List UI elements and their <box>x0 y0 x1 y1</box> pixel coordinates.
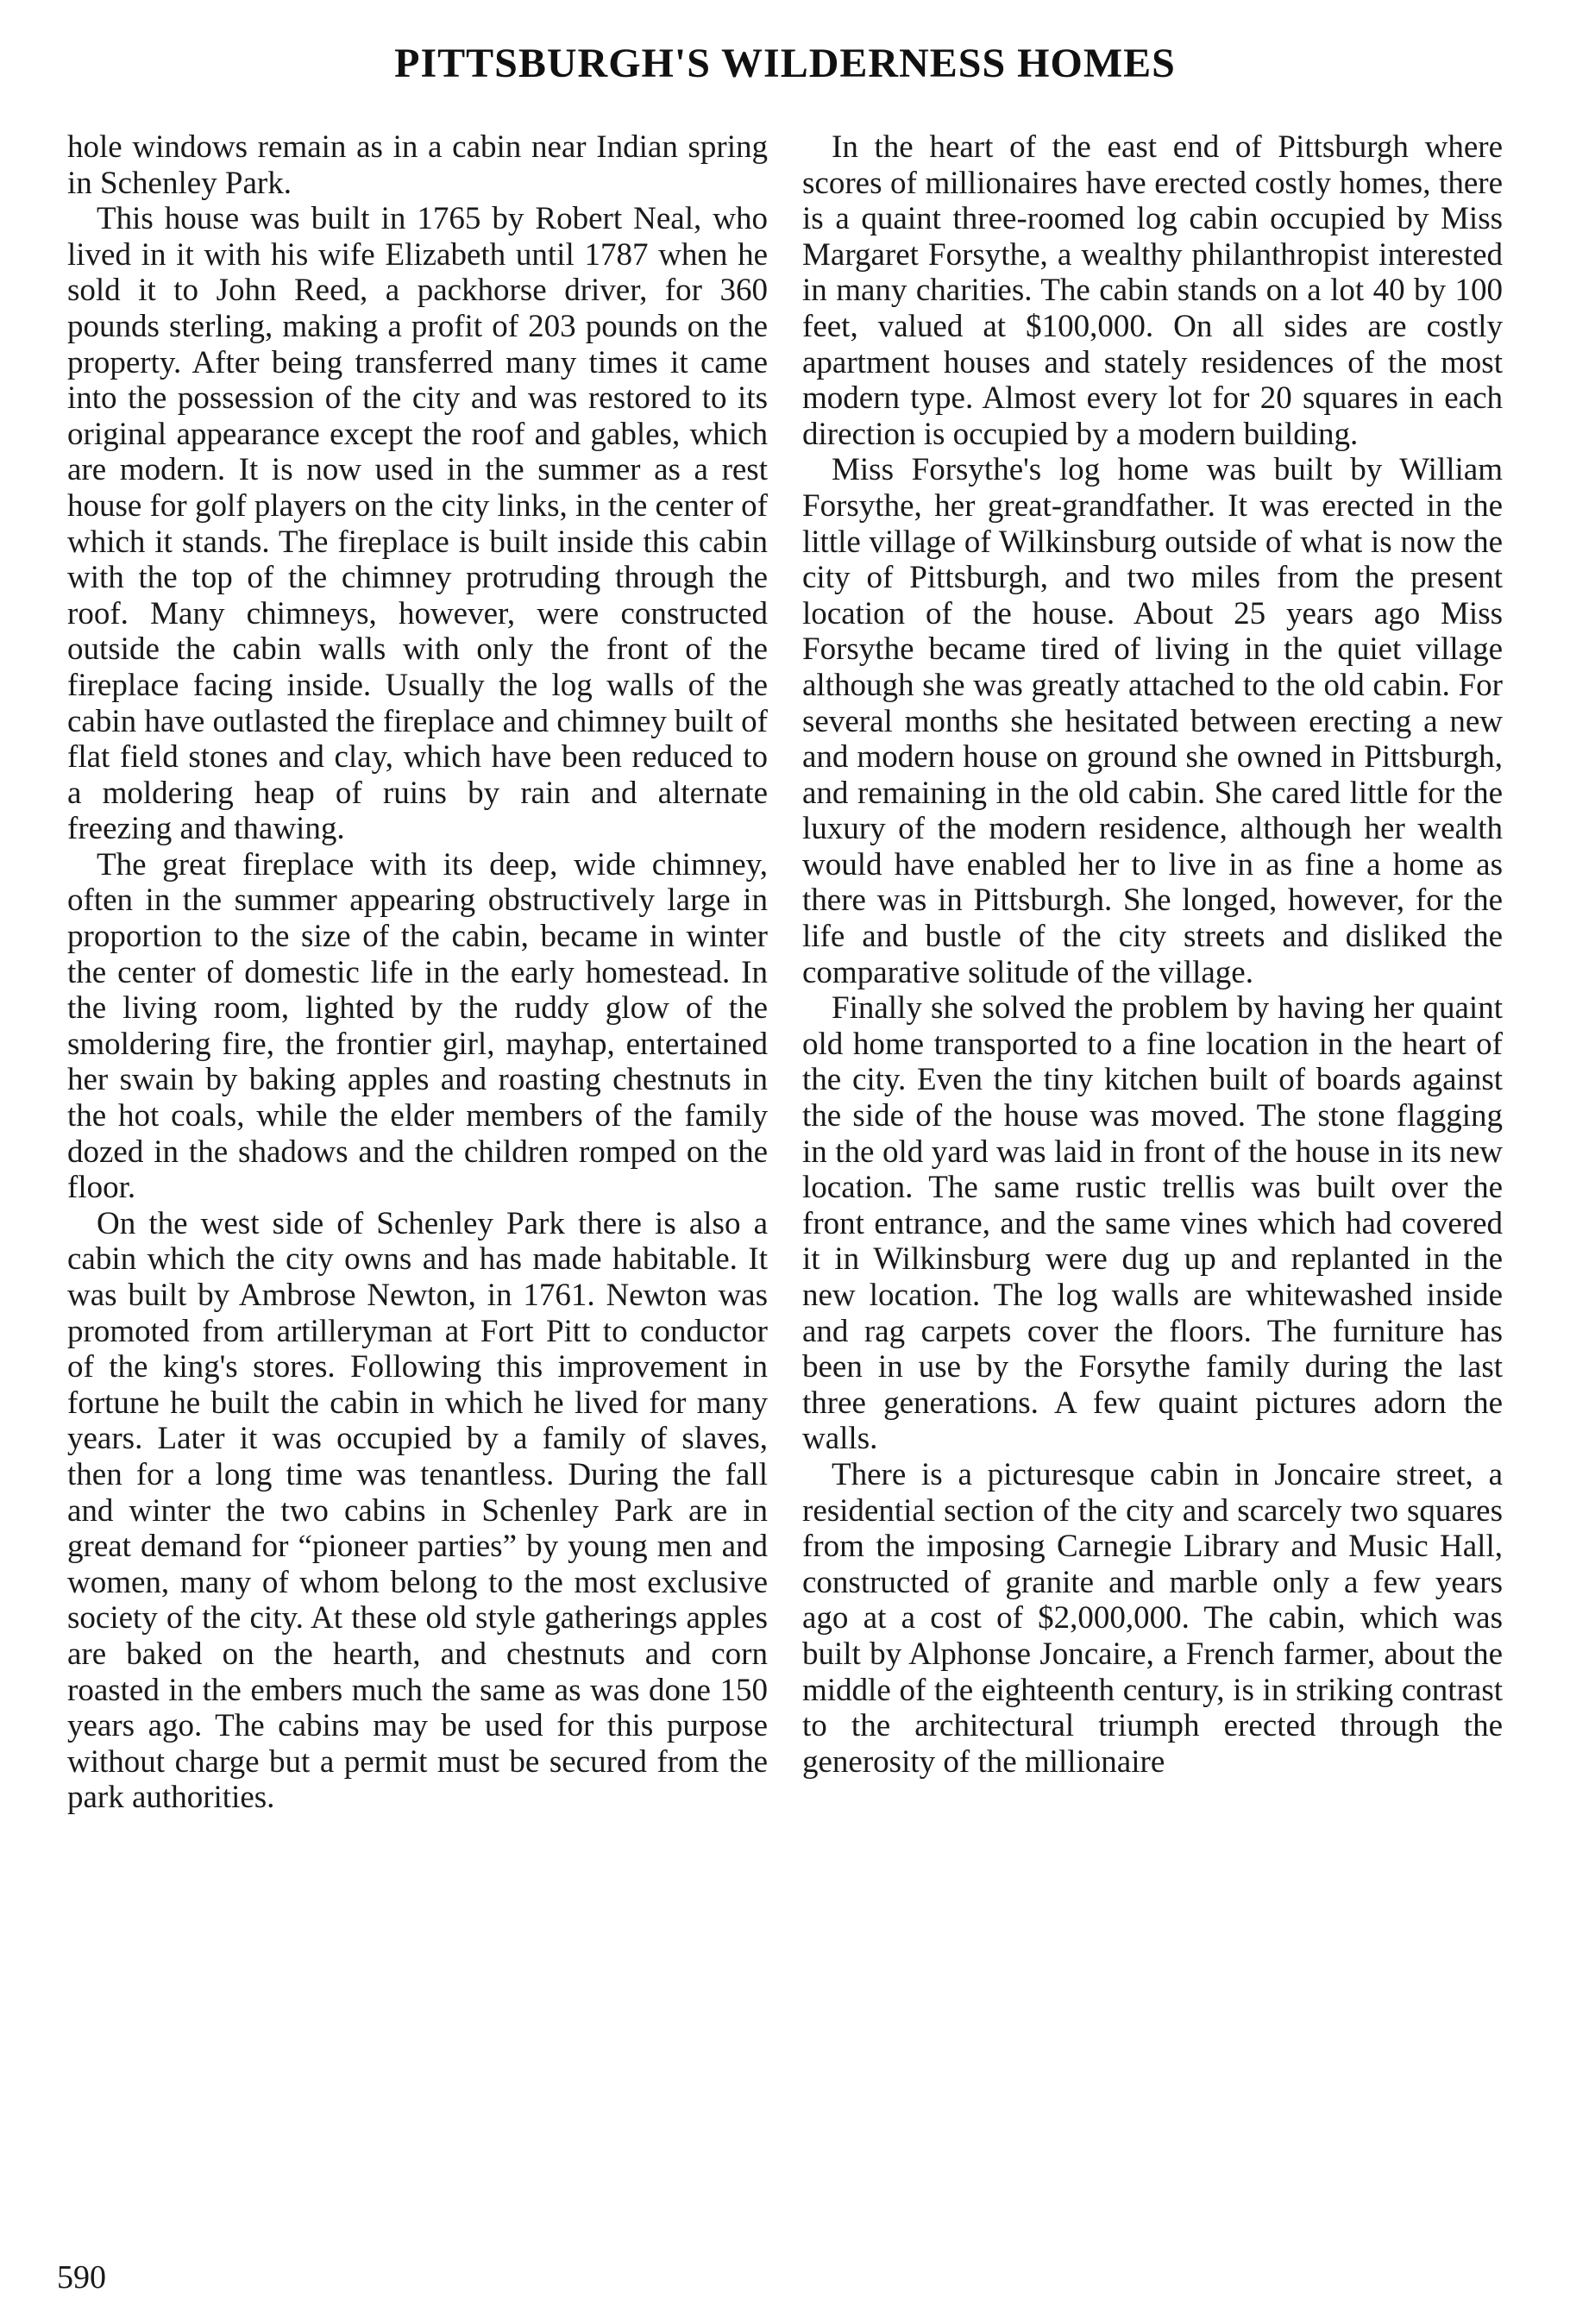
running-head: PITTSBURGH'S WILDERNESS HOMES <box>394 41 1176 86</box>
left-column <box>67 129 768 1816</box>
paragraph-neal-house: This house was built in 1765 by Robert Neal, who lived in it with his wife Elizabeth until 1787 when he sold it to John Reed, a packhorse driver, for 360 pounds sterling, making a profit of 203 pounds on the property. After being transferred many times it came into the possession of the city and was restored to its original appearance except the roof and gables, which are modern. It is now used in the summer as a rest house for golf players on the city links, in the center of which it stands. The fireplace is built inside this cabin with the top of the chimney protruding through the roof. Many chimneys, however, were constructed outside the cabin walls with only the front of the fireplace facing inside. Usually the log walls of the cabin have outlasted the fireplace and chimney built of flat field stones and clay, which have been reduced to a moldering heap of ruins by rain and alternate freezing and thawing. <box>67 201 768 847</box>
paragraph-forsythe-history: Miss Forsythe's log home was built by William Forsythe, her great-grandfather. It was erected in the little village of Wilkinsburg outside of what is now the city of Pittsburgh, and two miles from the present location of the house. About 25 years ago Miss Forsythe became tired of living in the quiet village although she was greatly attached to the old cabin. For several months she hesitated between erecting a new and modern house on ground she owned in Pittsburgh, and remaining in the old cabin. She cared little for the luxury of the modern residence, although her wealth would have enabled her to live in as fine a home as there was in Pittsburgh. She longed, however, for the life and bustle of the city streets and disliked the comparative solitude of the village. <box>802 452 1503 990</box>
right-column <box>802 129 1503 1780</box>
paragraph-fireplace: The great fireplace with its deep, wide chimney, often in the summer appearing obstructively large in proportion to the size of the cabin, became in winter the center of domestic life in the early homestead. In the living room, lighted by the ruddy glow of the smoldering fire, the frontier girl, mayhap, entertained her swain by baking apples and roasting chestnuts in the hot coals, while the elder members of the family dozed in the shadows and the children romped on the floor. <box>67 846 768 1206</box>
paragraph-joncaire-cabin: There is a picturesque cabin in Joncaire street, a residential section of the city and scarcely two squares from the imposing Carnegie Library and Music Hall, constructed of granite and marble only a few years ago at a cost of $2,000,000. The cabin, which was built by Alphonse Joncaire, a French farmer, about the middle of the eighteenth century, is in striking contrast to the architectural triumph erected through the generosity of the millionaire <box>802 1456 1503 1780</box>
paragraph-continued: hole windows remain as in a cabin near Indian spring in Schenley Park. <box>67 129 768 201</box>
paragraph-newton-cabin: On the west side of Schenley Park there is also a cabin which the city owns and has made habitable. It was built by Ambrose Newton, in 1761. Newton was promoted from artilleryman at Fort Pitt to conductor of the king's stores. Following this improvement in fortune he built the cabin in which he lived for many years. Later it was occupied by a family of slaves, then for a long time was tenantless. During the fall and winter the two cabins in Schenley Park are in great demand for “pioneer parties” by young men and women, many of whom belong to the most exclusive society of the city. At these old style gatherings apples are baked on the hearth, and chestnuts and corn roasted in the embers much the same as was done 150 years ago. The cabins may be used for this purpose without charge but a permit must be secured from the park authorities. <box>67 1205 768 1816</box>
paragraph-cabin-moved: Finally she solved the problem by having her quaint old home transported to a fine location in the heart of the city. Even the tiny kitchen built of boards against the side of the house was moved. The stone flagging in the old yard was laid in front of the house in its new location. The same rustic trellis was built over the front entrance, and the same vines which had covered it in Wilkinsburg were dug up and replanted in the new location. The log walls are whitewashed inside and rag carpets cover the floors. The furniture has been in use by the Forsythe family during the last three generations. A few quaint pictures adorn the walls. <box>802 990 1503 1457</box>
page-number: 590 <box>57 2259 106 2296</box>
paragraph-forsythe-cabin: In the heart of the east end of Pittsburgh where scores of millionaires have erected costly homes, there is a quaint three-roomed log cabin occupied by Miss Margaret Forsythe, a wealthy philanthropist interested in many charities. The cabin stands on a lot 40 by 100 feet, valued at $100,000. On all sides are costly apartment houses and stately residences of the most modern type. Almost every lot for 20 squares in each direction is occupied by a modern building. <box>802 129 1503 452</box>
